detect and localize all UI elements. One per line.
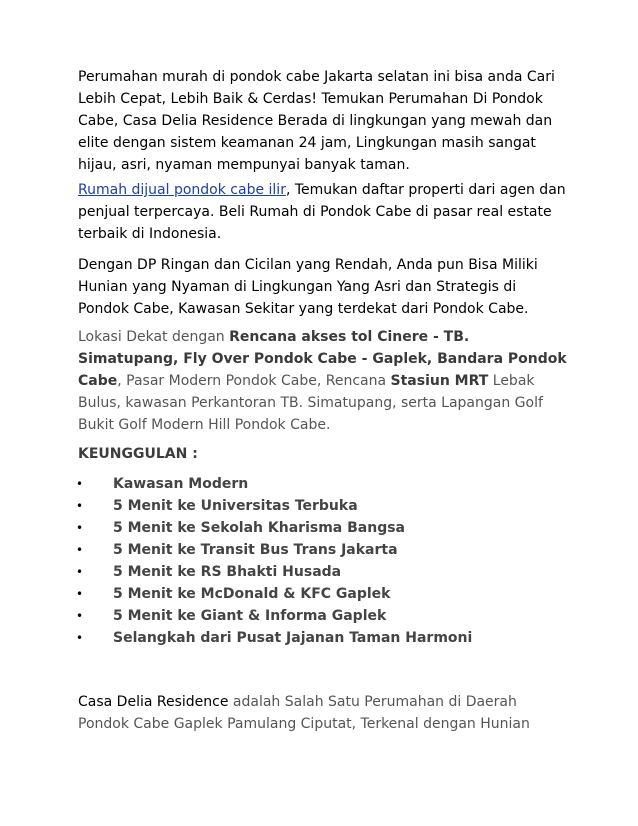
casa-delia-name: Casa Delia Residence <box>78 694 229 710</box>
feature-item <box>78 473 568 495</box>
feature-item <box>78 605 568 627</box>
location-bold-2: Stasiun MRT <box>390 373 489 389</box>
feature-text: Kawasan Modern <box>113 476 249 492</box>
features-list <box>78 473 568 649</box>
feature-text: 5 Menit ke McDonald & KFC Gaplek <box>113 586 391 602</box>
feature-text: 5 Menit ke Transit Bus Trans Jakarta <box>113 542 398 558</box>
keunggulan-heading: KEUNGGULAN : <box>78 446 198 462</box>
feature-text: 5 Menit ke Universitas Terbuka <box>113 498 358 514</box>
listing-paragraph-text: , Temukan daftar properti dari agen dan penjual terpercaya. Beli Rumah di Pondok Cabe di pasar real estate terbaik di Indonesia. <box>78 182 566 242</box>
bullet-icon: • <box>76 609 84 623</box>
feature-item <box>78 517 568 539</box>
bullet-icon: • <box>76 631 84 645</box>
feature-item <box>78 627 568 649</box>
feature-text: 5 Menit ke Sekolah Kharisma Bangsa <box>113 520 405 536</box>
bullet-icon: • <box>76 521 84 535</box>
feature-item <box>78 495 568 517</box>
casa-delia-text: adalah Salah Satu Perumahan di Daerah Pondok Cabe Gaplek Pamulang Ciputat, Terkenal dengan Hunian <box>78 694 530 732</box>
location-bold-1: Rencana akses tol Cinere - TB. Simatupang, Fly Over Pondok Cabe - Gaplek, Bandara Pondok Cabe <box>78 329 567 389</box>
location-text-2: , Pasar Modern Pondok Cabe, Rencana <box>117 373 391 389</box>
feature-item <box>78 539 568 561</box>
location-paragraph <box>78 326 568 436</box>
bullet-icon: • <box>76 477 84 491</box>
intro-paragraph: Perumahan murah di pondok cabe Jakarta selatan ini bisa anda Cari Lebih Cepat, Lebih Baik & Cerdas! Temukan Perumahan Di Pondok Cabe, Casa Delia Residence Berada di lingkungan yang mewah dan elite dengan sistem keamanan 24 jam, Lingkungan masih sangat hijau, asri, nyaman mempunyai banyak taman. <box>78 69 555 173</box>
document-page <box>78 66 568 735</box>
location-text-3: Lebak Bulus, kawasan Perkantoran TB. Simatupang, serta Lapangan Golf Bukit Golf Modern Hill Pondok Cabe. <box>78 373 543 433</box>
dp-paragraph: Dengan DP Ringan dan Cicilan yang Rendah, Anda pun Bisa Miliki Hunian yang Nyaman di Lingkungan Yang Asri dan Strategis di Pondok Cabe, Kawasan Sekitar yang terdekat dari Pondok Cabe. <box>78 257 538 317</box>
bullet-icon: • <box>76 499 84 513</box>
bullet-icon: • <box>76 565 84 579</box>
bullet-icon: • <box>76 587 84 601</box>
feature-item <box>78 561 568 583</box>
feature-text: 5 Menit ke RS Bhakti Husada <box>113 564 342 580</box>
bullet-icon: • <box>76 543 84 557</box>
feature-item <box>78 583 568 605</box>
casa-delia-paragraph <box>78 691 568 735</box>
feature-text: Selangkah dari Pusat Jajanan Taman Harmoni <box>113 630 473 646</box>
feature-text: 5 Menit ke Giant & Informa Gaplek <box>113 608 387 624</box>
location-text-1: Lokasi Dekat dengan <box>78 329 230 345</box>
listing-paragraph <box>78 179 568 245</box>
rumah-dijual-link[interactable]: Rumah dijual pondok cabe ilir <box>78 182 286 198</box>
